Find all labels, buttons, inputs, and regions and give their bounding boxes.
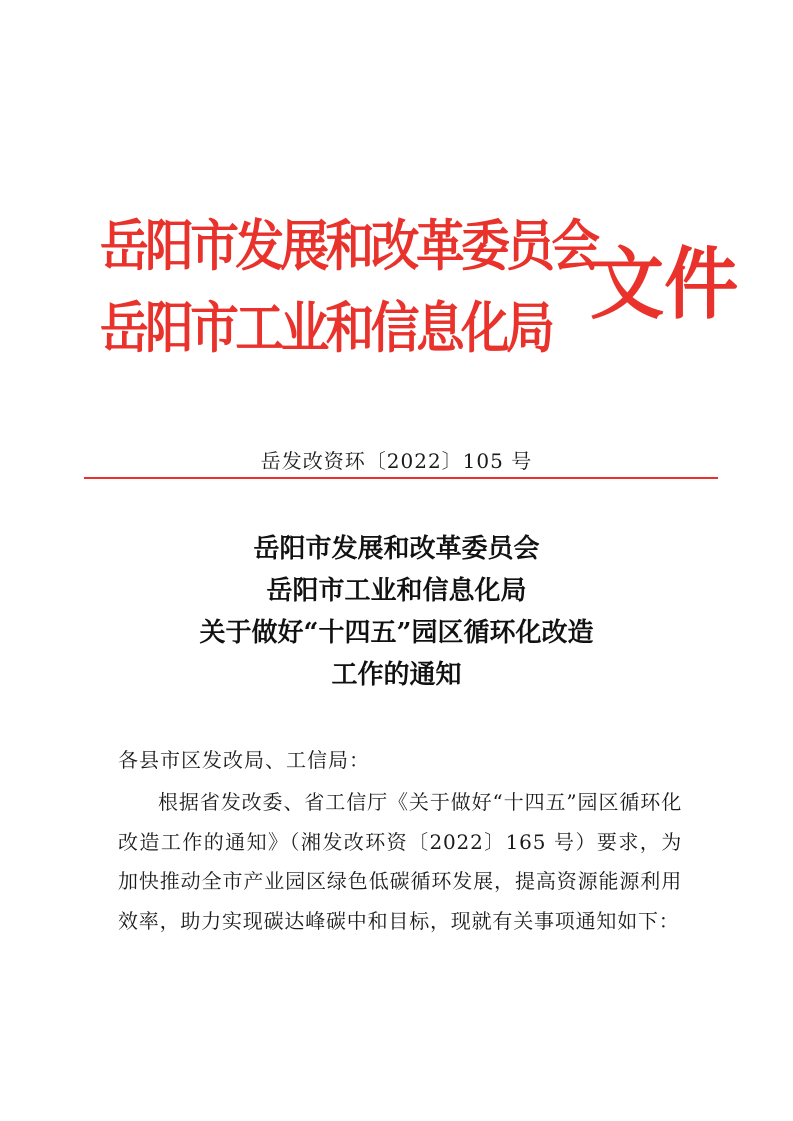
file-word: 文件 xyxy=(590,240,739,330)
document-title xyxy=(0,528,793,696)
salutation: 各县市区发改局、工信局： xyxy=(118,748,370,772)
red-divider xyxy=(84,477,718,479)
body-paragraph: 根据省发改委、省工信厅《关于做好“十四五”园区循环化改造工作的通知》（湘发改环资〔2022〕165 号）要求，为加快推动全市产业园区绿色低碳循环发展，提高资源能源利用效率，助力实现碳达峰碳中和目标，现就有关事项通知如下： xyxy=(118,790,682,933)
document-header xyxy=(100,205,739,380)
title-line-1: 岳阳市发展和改革委员会 xyxy=(253,534,540,564)
issuer-line-2: 岳阳市工业和信息化局 xyxy=(100,296,552,360)
title-line-3: 关于做好“十四五”园区循环化改造 xyxy=(199,618,594,648)
title-line-2: 岳阳市工业和信息化局 xyxy=(266,576,527,606)
document-number: 岳发改资环〔2022〕105 号 xyxy=(260,449,533,473)
issuer-line-1: 岳阳市发展和改革委员会 xyxy=(100,214,597,278)
title-line-4: 工作的通知 xyxy=(331,660,462,690)
